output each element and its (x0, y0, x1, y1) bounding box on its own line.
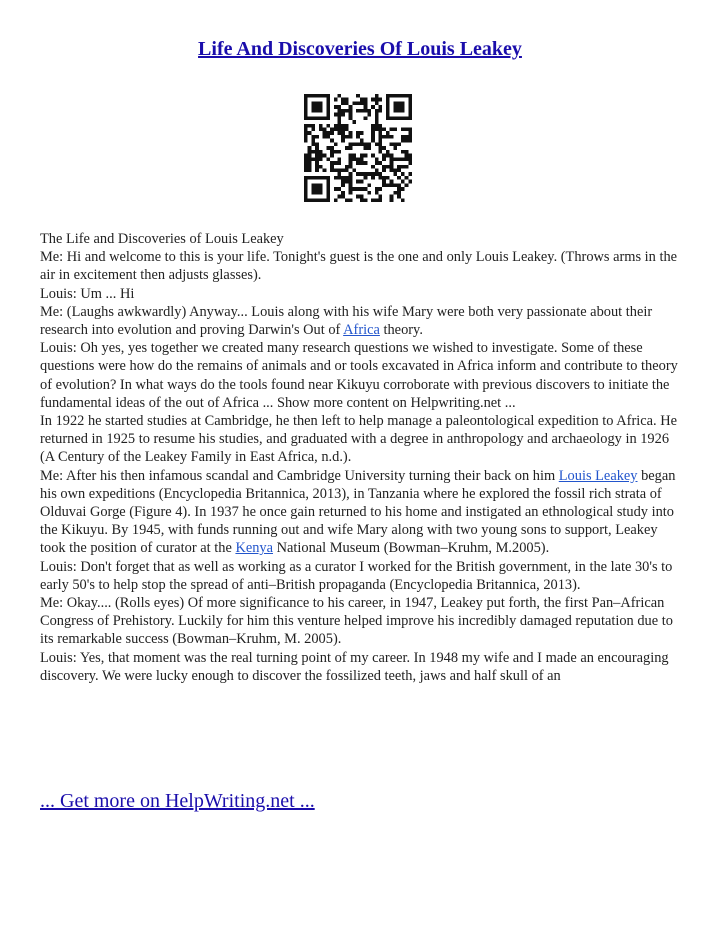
text-segment: theory. (379, 322, 423, 339)
article-body (40, 230, 685, 685)
paragraph (40, 467, 685, 558)
louis-leakey-link[interactable]: Louis Leakey (558, 467, 638, 484)
text-segment: National Museum (Bowman–Kruhm, M.2005). (273, 540, 550, 557)
more-link-container (40, 790, 315, 813)
paragraph: Louis: Um ... Hi (40, 285, 135, 302)
page-title (0, 38, 720, 61)
text-segment: Me: After his then infamous scandal and Cambridge University turning their back on him (40, 467, 559, 484)
paragraph (40, 303, 685, 339)
paragraph: In 1922 he started studies at Cambridge, he then left to help manage a paleontological expedition to Africa. He returned in 1925 to resume his studies, and graduated with a degree in anthropology and archaeology in 1926 (A Century of the Leakey Family in East Africa, n.d.). (40, 413, 677, 466)
paragraph: Me: Hi and welcome to this is your life. Tonight's guest is the one and only Louis Leakey. (Throws arms in the air in excitement then adjusts glasses). (40, 249, 678, 284)
paragraph: Louis: Oh yes, yes together we created many research questions we wished to investigate. Some of these questions were how do the remains of animals and or tools excavated in Africa inform and contribute to theory of evolution? In what ways do the tools found near Kikuyu corroborate with previous discovers to initiate the fundamental ideas of the out of Africa ... Show more content on Helpwriting.net ... (40, 340, 678, 411)
text-segment: Me: (Laughs awkwardly) Anyway... Louis along with his wife Mary were both very passionate about their research into evolution and proving Darwin's Out of (40, 303, 653, 339)
paragraph: Louis: Yes, that moment was the real turning point of my career. In 1948 my wife and I made an encouraging discovery. We were lucky enough to discover the fossilized teeth, jaws and half skull of an (40, 649, 669, 684)
paragraph: Louis: Don't forget that as well as working as a curator I worked for the British government, in the late 30's to early 50's to help stop the spread of anti–British propaganda (Encyclopedia Britannica, 2013). (40, 558, 673, 593)
text-segment: began his own expeditions (Encyclopedia Britannica, 2013), in Tanzania where he explored the fossil rich strata of Olduvai Gorge (Figure 4). In 1937 he once gain returned to his home and instigated an ethnological study into the Kikuyu. By 1945, with funds running out and wife Mary along with two young sons to support, Leakey took the position of curator at the (40, 467, 676, 557)
get-more-link[interactable]: ... Get more on HelpWriting.net ... (40, 790, 315, 812)
paragraph: Me: Okay.... (Rolls eyes) Of more significance to his career, in 1947, Leakey put forth, the first Pan–African Congress of Prehistory. Luckily for him this venture helped improve his incredibly damaged reputation due to its remarkable success (Bowman–Kruhm, M. 2005). (40, 595, 673, 648)
qr-code-icon (304, 94, 412, 202)
paragraph: The Life and Discoveries of Louis Leakey (40, 231, 284, 247)
africa-link[interactable]: Africa (343, 322, 380, 339)
kenya-link[interactable]: Kenya (235, 540, 273, 557)
title-link[interactable]: Life And Discoveries Of Louis Leakey (198, 38, 522, 60)
